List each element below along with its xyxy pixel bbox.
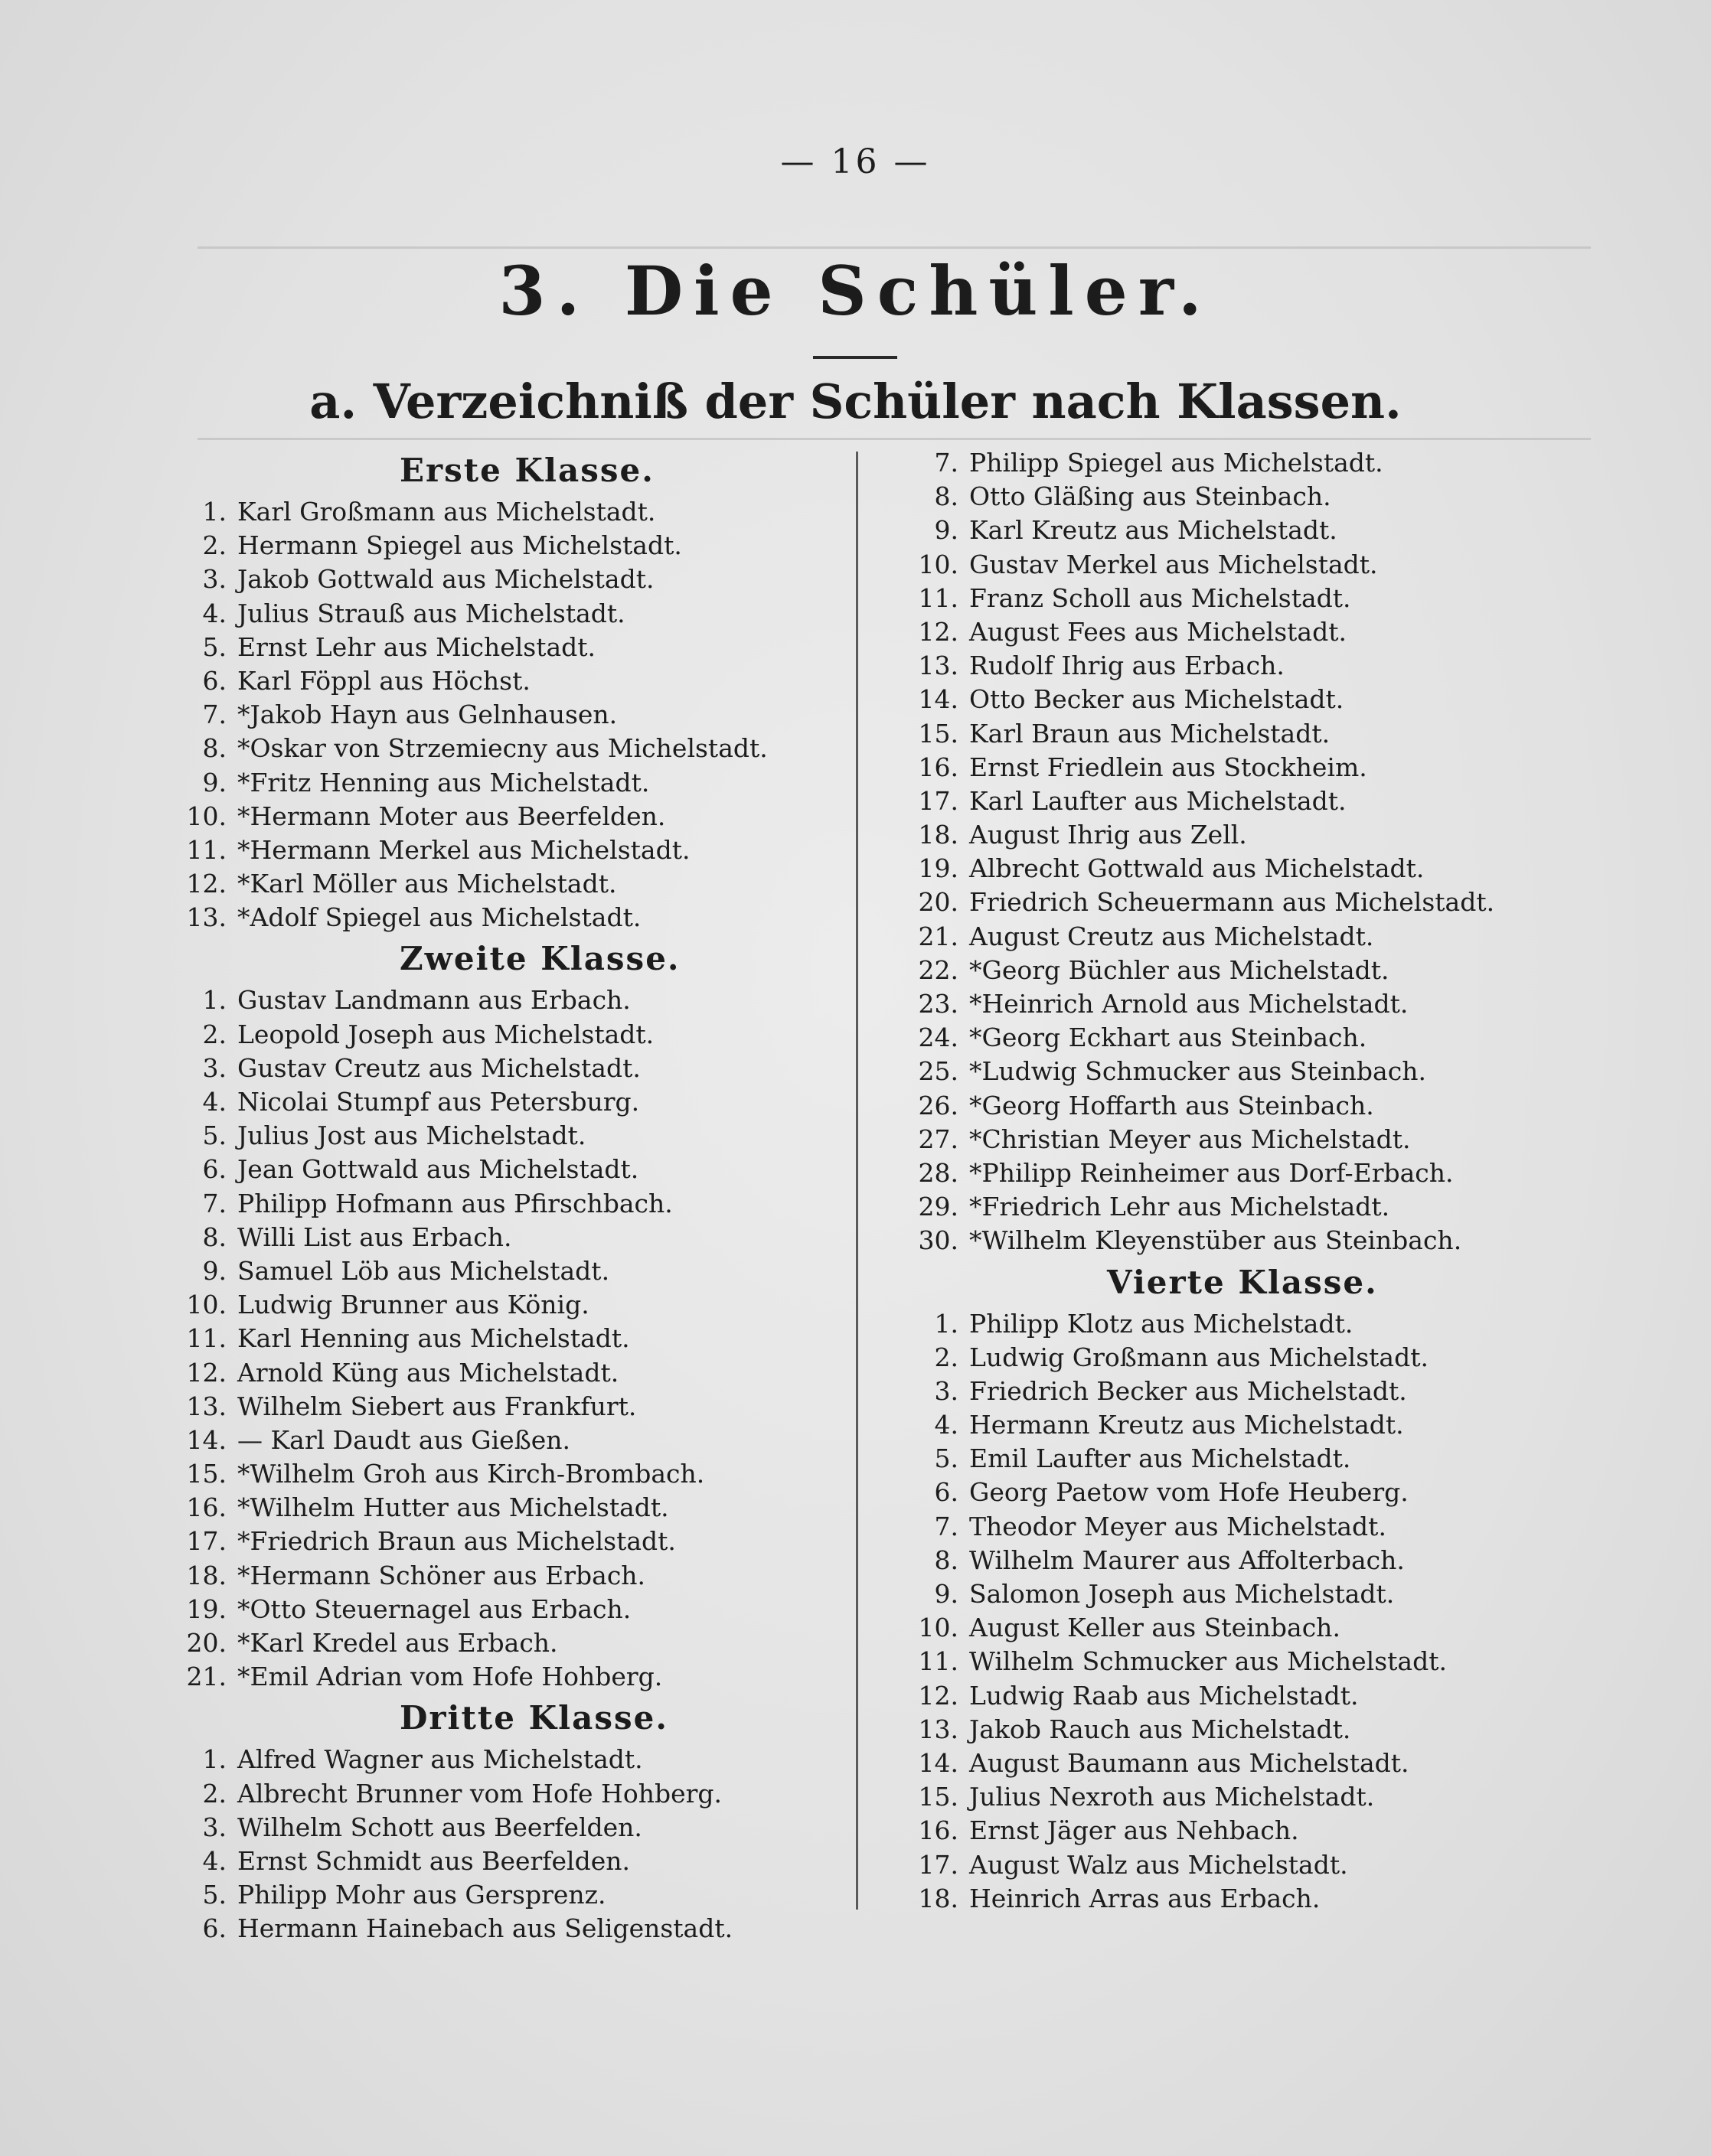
student-name: Philipp Mohr aus Gersprenz.: [237, 1880, 606, 1910]
student-name: Nicolai Stumpf aus Petersburg.: [237, 1087, 640, 1117]
student-name: *Emil Adrian vom Hofe Hohberg.: [237, 1662, 663, 1692]
entry-number: 13.: [186, 902, 227, 933]
student-entry: [909, 683, 1598, 716]
student-entry: [909, 1156, 1598, 1190]
student-entry: [909, 1510, 1598, 1544]
entry-number: 9.: [934, 1579, 958, 1609]
entry-number: 2.: [934, 1342, 958, 1372]
student-name: *Philipp Reinheimer aus Dorf-Erbach.: [969, 1157, 1454, 1188]
student-name: *Friedrich Braun aus Michelstadt.: [237, 1526, 676, 1557]
entry-number: 3.: [202, 564, 227, 595]
student-entry: [178, 1052, 836, 1085]
entry-number: 17.: [918, 785, 958, 816]
entry-number: 1.: [202, 985, 227, 1016]
student-list: [909, 446, 1598, 1258]
entry-number: 2.: [202, 530, 227, 561]
entry-number: 14.: [918, 684, 958, 715]
student-list: [178, 1743, 836, 1946]
entry-number: 13.: [186, 1391, 227, 1421]
student-entry: [909, 615, 1598, 649]
student-entry: [178, 698, 836, 732]
class-heading: Vierte Klasse.: [1107, 1263, 1378, 1301]
entry-number: 28.: [918, 1157, 958, 1188]
student-entry: [178, 664, 836, 698]
entry-number: 25.: [918, 1056, 958, 1087]
student-name: Emil Laufter aus Michelstadt.: [969, 1443, 1351, 1474]
student-entry: [909, 1224, 1598, 1257]
student-name: Arnold Küng aus Michelstadt.: [237, 1357, 619, 1388]
student-name: Ludwig Raab aus Michelstadt.: [969, 1680, 1359, 1711]
student-name: Leopold Joseph aus Michelstadt.: [237, 1019, 655, 1049]
entry-number: 18.: [186, 1560, 227, 1590]
student-entry: [909, 852, 1598, 886]
entry-number: 11.: [918, 1646, 958, 1677]
student-name: — Karl Daudt aus Gießen.: [237, 1424, 571, 1455]
student-name: *Adolf Spiegel aus Michelstadt.: [237, 902, 642, 933]
entry-number: 10.: [186, 1290, 227, 1320]
entry-number: 14.: [186, 1424, 227, 1455]
student-list: [909, 1307, 1598, 1916]
entry-number: 6.: [202, 1913, 227, 1944]
entry-number: 3.: [202, 1052, 227, 1083]
entry-number: 2.: [202, 1019, 227, 1049]
page-number: — 16 —: [780, 142, 931, 181]
student-name: Samuel Löb aus Michelstadt.: [237, 1255, 610, 1286]
student-name: Wilhelm Schmucker aus Michelstadt.: [969, 1646, 1447, 1677]
student-name: Theodor Meyer aus Michelstadt.: [969, 1511, 1386, 1541]
entry-number: 11.: [918, 582, 958, 613]
entry-number: 7.: [934, 448, 958, 478]
student-entry: [909, 1645, 1598, 1678]
student-entry: [909, 480, 1598, 514]
student-name: *Oskar von Strzemiecny aus Michelstadt.: [237, 733, 768, 764]
student-name: Friedrich Becker aus Michelstadt.: [969, 1375, 1407, 1406]
student-name: *Karl Möller aus Michelstadt.: [237, 869, 617, 899]
entry-number: 17.: [918, 1849, 958, 1880]
student-entry: [909, 1021, 1598, 1055]
student-entry: [178, 1390, 836, 1424]
student-entry: [909, 1442, 1598, 1476]
student-name: *Georg Büchler aus Michelstadt.: [969, 954, 1389, 985]
student-entry: [178, 563, 836, 596]
column-divider: [856, 452, 858, 1910]
entry-number: 9.: [934, 515, 958, 546]
student-entry: [178, 495, 836, 529]
student-entry: [178, 983, 836, 1017]
student-name: *Friedrich Lehr aus Michelstadt.: [969, 1192, 1390, 1222]
entry-number: 29.: [918, 1192, 958, 1222]
student-name: Ludwig Großmann aus Michelstadt.: [969, 1342, 1429, 1372]
student-name: August Fees aus Michelstadt.: [969, 616, 1347, 647]
student-entry: [178, 732, 836, 765]
student-entry: [909, 920, 1598, 954]
entry-number: 20.: [186, 1628, 227, 1658]
entry-number: 8.: [934, 1544, 958, 1575]
entry-number: 12.: [186, 869, 227, 899]
student-name: Julius Nexroth aus Michelstadt.: [969, 1782, 1375, 1812]
student-name: August Creutz aus Michelstadt.: [969, 921, 1374, 951]
student-name: Julius Strauß aus Michelstadt.: [237, 598, 625, 628]
student-name: Karl Kreutz aus Michelstadt.: [969, 515, 1337, 546]
student-name: Philipp Klotz aus Michelstadt.: [969, 1308, 1353, 1339]
student-name: Rudolf Ihrig aus Erbach.: [969, 651, 1285, 681]
entry-number: 13.: [918, 1714, 958, 1744]
student-name: Ernst Schmidt aus Beerfelden.: [237, 1845, 630, 1876]
student-entry: [909, 649, 1598, 683]
student-entry: [178, 1119, 836, 1153]
student-name: Karl Henning aus Michelstadt.: [237, 1323, 630, 1354]
student-entry: [909, 784, 1598, 818]
entry-number: 15.: [918, 718, 958, 749]
student-entry: [178, 1878, 836, 1912]
student-entry: [909, 1780, 1598, 1814]
left-column: [178, 446, 836, 1946]
student-entry: [909, 751, 1598, 784]
student-name: *Hermann Moter aus Beerfelden.: [237, 801, 666, 831]
entry-number: 5.: [202, 1120, 227, 1151]
student-entry: [909, 1679, 1598, 1713]
student-name: *Wilhelm Hutter aus Michelstadt.: [237, 1492, 669, 1523]
entry-number: 17.: [186, 1526, 227, 1557]
entry-number: 6.: [202, 665, 227, 696]
student-entry: [178, 1187, 836, 1221]
student-entry: [178, 1457, 836, 1491]
student-name: Philipp Spiegel aus Michelstadt.: [969, 448, 1383, 478]
student-name: Otto Becker aus Michelstadt.: [969, 684, 1344, 715]
student-name: Otto Gläßing aus Steinbach.: [969, 481, 1331, 512]
student-entry: [178, 529, 836, 563]
student-entry: [909, 1307, 1598, 1341]
entry-number: 12.: [918, 1680, 958, 1711]
student-entry: [909, 1089, 1598, 1123]
student-name: Karl Braun aus Michelstadt.: [969, 718, 1331, 749]
entry-number: 5.: [202, 1880, 227, 1910]
student-entry: [178, 1811, 836, 1845]
entry-number: 19.: [918, 853, 958, 884]
student-name: Friedrich Scheuermann aus Michelstadt.: [969, 887, 1495, 918]
entry-number: 8.: [934, 481, 958, 512]
bleed-through-rule: [198, 246, 1591, 249]
student-entry: [909, 1814, 1598, 1848]
student-name: *Christian Meyer aus Michelstadt.: [969, 1124, 1411, 1154]
entry-number: 16.: [918, 1815, 958, 1846]
student-entry: [909, 1476, 1598, 1509]
student-entry: [909, 1577, 1598, 1611]
student-name: Julius Jost aus Michelstadt.: [237, 1120, 586, 1151]
entry-number: 22.: [918, 954, 958, 985]
entry-number: 1.: [202, 1744, 227, 1775]
class-heading: Zweite Klasse.: [400, 940, 681, 978]
student-entry: [909, 1123, 1598, 1156]
entry-number: 8.: [202, 733, 227, 764]
entry-number: 15.: [918, 1782, 958, 1812]
entry-number: 16.: [918, 752, 958, 782]
entry-number: 7.: [202, 700, 227, 730]
student-name: *Otto Steuernagel aus Erbach.: [237, 1593, 632, 1624]
entry-number: 6.: [934, 1477, 958, 1508]
student-name: Wilhelm Maurer aus Affolterbach.: [969, 1544, 1405, 1575]
student-name: Willi List aus Erbach.: [237, 1222, 512, 1252]
entry-number: 12.: [186, 1357, 227, 1388]
student-entry: [178, 833, 836, 867]
student-entry: [178, 1322, 836, 1355]
student-name: Albrecht Brunner vom Hofe Hohberg.: [237, 1778, 722, 1809]
entry-number: 18.: [918, 1883, 958, 1913]
student-name: Ernst Jäger aus Nehbach.: [969, 1815, 1299, 1846]
right-column: [909, 446, 1598, 1916]
student-entry: [178, 1559, 836, 1593]
student-entry: [909, 582, 1598, 615]
student-entry: [909, 1747, 1598, 1780]
entry-number: 14.: [918, 1747, 958, 1778]
entry-number: 4.: [202, 1087, 227, 1117]
entry-number: 23.: [918, 989, 958, 1019]
student-entry: [909, 1341, 1598, 1375]
student-name: Jean Gottwald aus Michelstadt.: [237, 1154, 639, 1185]
entry-number: 18.: [918, 820, 958, 850]
student-name: Ludwig Brunner aus König.: [237, 1290, 589, 1320]
entry-number: 16.: [186, 1492, 227, 1523]
student-name: Hermann Spiegel aus Michelstadt.: [237, 530, 682, 561]
student-entry: [909, 514, 1598, 547]
student-entry: [909, 446, 1598, 480]
entry-number: 3.: [202, 1812, 227, 1842]
entry-number: 27.: [918, 1124, 958, 1154]
student-entry: [909, 1055, 1598, 1088]
title-underline: [813, 356, 897, 359]
entry-number: 10.: [186, 801, 227, 831]
student-name: Wilhelm Schott aus Beerfelden.: [237, 1812, 642, 1842]
student-entry: [178, 597, 836, 631]
student-entry: [909, 1713, 1598, 1747]
entry-number: 4.: [202, 598, 227, 628]
student-entry: [909, 1544, 1598, 1577]
student-list: [178, 495, 836, 934]
student-name: Hermann Kreutz aus Michelstadt.: [969, 1410, 1404, 1440]
entry-number: 9.: [202, 767, 227, 797]
student-name: *Jakob Hayn aus Gelnhausen.: [237, 700, 618, 730]
class-heading: Dritte Klasse.: [400, 1699, 668, 1737]
student-entry: [909, 818, 1598, 852]
student-entry: [178, 1221, 836, 1254]
student-name: August Walz aus Michelstadt.: [969, 1849, 1348, 1880]
class-heading: Erste Klasse.: [400, 452, 655, 489]
student-entry: [178, 1424, 836, 1457]
entry-number: 7.: [202, 1188, 227, 1218]
student-list: [178, 983, 836, 1694]
entry-number: 8.: [202, 1222, 227, 1252]
entry-number: 19.: [186, 1593, 227, 1624]
student-entry: [909, 548, 1598, 582]
student-name: August Keller aus Steinbach.: [969, 1613, 1340, 1643]
student-name: *Karl Kredel aus Erbach.: [237, 1628, 558, 1658]
student-name: Albrecht Gottwald aus Michelstadt.: [969, 853, 1425, 884]
entry-number: 24.: [918, 1023, 958, 1053]
entry-number: 10.: [918, 1613, 958, 1643]
student-entry: [178, 1288, 836, 1322]
student-entry: [909, 1882, 1598, 1916]
student-entry: [178, 1018, 836, 1052]
student-entry: [178, 766, 836, 800]
student-name: August Ihrig aus Zell.: [969, 820, 1247, 850]
entry-number: 30.: [918, 1225, 958, 1256]
student-name: Wilhelm Siebert aus Frankfurt.: [237, 1391, 637, 1421]
entry-number: 6.: [202, 1154, 227, 1185]
entry-number: 2.: [202, 1778, 227, 1809]
student-name: Ernst Lehr aus Michelstadt.: [237, 631, 596, 662]
student-entry: [178, 1153, 836, 1186]
entry-number: 11.: [186, 1323, 227, 1354]
student-name: Salomon Joseph aus Michelstadt.: [969, 1579, 1395, 1609]
student-name: Karl Föppl aus Höchst.: [237, 665, 531, 696]
entry-number: 13.: [918, 651, 958, 681]
entry-number: 7.: [934, 1511, 958, 1541]
student-entry: [909, 954, 1598, 987]
entry-number: 20.: [918, 887, 958, 918]
student-entry: [178, 1626, 836, 1660]
student-entry: [178, 867, 836, 901]
student-name: August Baumann aus Michelstadt.: [969, 1747, 1409, 1778]
entry-number: 11.: [186, 834, 227, 865]
bleed-through-rule: [198, 438, 1591, 440]
student-entry: [909, 987, 1598, 1021]
student-name: *Hermann Merkel aus Michelstadt.: [237, 834, 691, 865]
section-title: 3. Die Schüler.: [498, 251, 1213, 331]
student-name: *Georg Hoffarth aus Steinbach.: [969, 1090, 1374, 1120]
student-entry: [909, 1375, 1598, 1408]
student-name: Ernst Friedlein aus Stockheim.: [969, 752, 1367, 782]
student-name: Philipp Hofmann aus Pfirschbach.: [237, 1188, 673, 1218]
student-name: Jakob Gottwald aus Michelstadt.: [237, 564, 655, 595]
entry-number: 10.: [918, 549, 958, 579]
student-entry: [178, 1254, 836, 1288]
student-name: Gustav Creutz aus Michelstadt.: [237, 1052, 641, 1083]
student-entry: [178, 1660, 836, 1694]
student-entry: [178, 1912, 836, 1946]
student-entry: [178, 1085, 836, 1119]
student-entry: [909, 717, 1598, 751]
entry-number: 26.: [918, 1090, 958, 1120]
student-name: *Georg Eckhart aus Steinbach.: [969, 1023, 1367, 1053]
student-name: Karl Großmann aus Michelstadt.: [237, 497, 656, 527]
student-entry: [178, 1845, 836, 1878]
entry-number: 21.: [186, 1662, 227, 1692]
student-name: Gustav Merkel aus Michelstadt.: [969, 549, 1378, 579]
student-name: Heinrich Arras aus Erbach.: [969, 1883, 1321, 1913]
student-entry: [178, 1593, 836, 1626]
student-entry: [178, 901, 836, 934]
student-name: Alfred Wagner aus Michelstadt.: [237, 1744, 643, 1775]
entry-number: 4.: [202, 1845, 227, 1876]
student-name: *Wilhelm Groh aus Kirch-Brombach.: [237, 1459, 705, 1489]
student-entry: [909, 886, 1598, 919]
student-entry: [909, 1190, 1598, 1224]
student-entry: [178, 1491, 836, 1525]
student-entry: [178, 1777, 836, 1811]
student-entry: [178, 1743, 836, 1776]
student-name: Jakob Rauch aus Michelstadt.: [969, 1714, 1351, 1744]
student-entry: [178, 800, 836, 833]
student-entry: [909, 1848, 1598, 1882]
student-name: Gustav Landmann aus Erbach.: [237, 985, 631, 1016]
student-name: *Fritz Henning aus Michelstadt.: [237, 767, 650, 797]
entry-number: 4.: [934, 1410, 958, 1440]
student-name: *Heinrich Arnold aus Michelstadt.: [969, 989, 1409, 1019]
student-name: *Hermann Schöner aus Erbach.: [237, 1560, 646, 1590]
entry-number: 21.: [918, 921, 958, 951]
student-entry: [909, 1611, 1598, 1645]
student-entry: [178, 1356, 836, 1390]
entry-number: 1.: [934, 1308, 958, 1339]
student-name: Franz Scholl aus Michelstadt.: [969, 582, 1351, 613]
student-name: *Ludwig Schmucker aus Steinbach.: [969, 1056, 1426, 1087]
entry-number: 15.: [186, 1459, 227, 1489]
student-entry: [178, 631, 836, 664]
entry-number: 1.: [202, 497, 227, 527]
entry-number: 5.: [202, 631, 227, 662]
student-entry: [909, 1408, 1598, 1442]
student-name: Karl Laufter aus Michelstadt.: [969, 785, 1347, 816]
student-name: Hermann Hainebach aus Seligenstadt.: [237, 1913, 733, 1944]
entry-number: 5.: [934, 1443, 958, 1474]
entry-number: 12.: [918, 616, 958, 647]
entry-number: 3.: [934, 1375, 958, 1406]
student-name: Georg Paetow vom Hofe Heuberg.: [969, 1477, 1409, 1508]
student-name: *Wilhelm Kleyenstüber aus Steinbach.: [969, 1225, 1462, 1256]
student-entry: [178, 1525, 836, 1558]
entry-number: 9.: [202, 1255, 227, 1286]
section-subtitle: a. Verzeichniß der Schüler nach Klassen.: [309, 373, 1402, 429]
